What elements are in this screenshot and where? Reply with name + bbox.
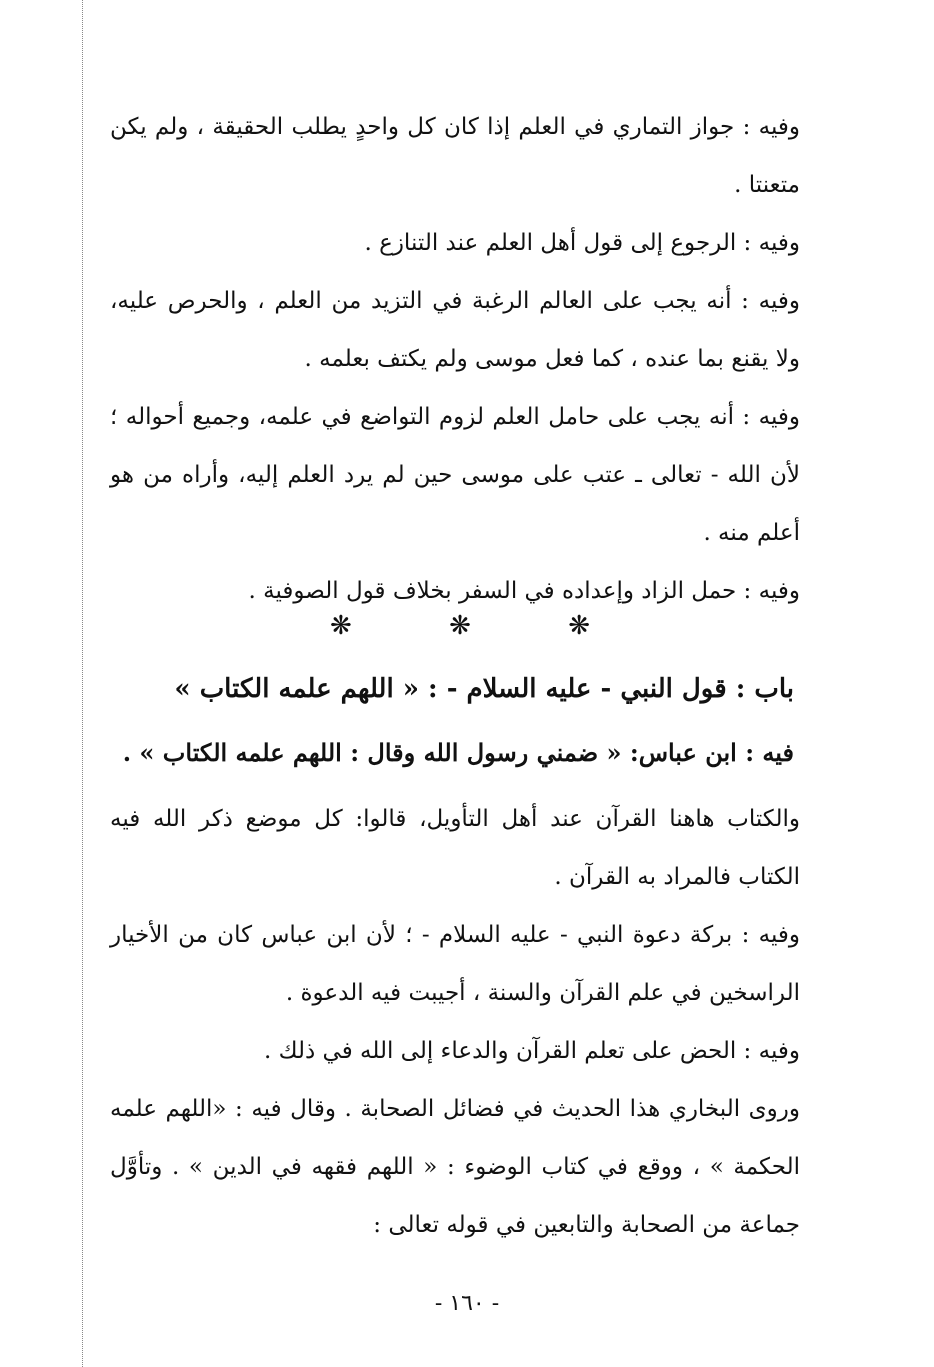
paragraph-3: وفيه : أنه يجب على العالم الرغبة في التزيد من العلم ، والحرص عليه، ولا يقنع بما عنده ، كما فعل موسى ولم يكتف بعلمه . <box>110 288 800 372</box>
paragraph-4: وفيه : أنه يجب على حامل العلم لزوم التواضع في علمه، وجميع أحواله ؛ لأن الله - تعالى ـ عتب على موسى حين لم يرد العلم إليه، وأراه من هو أعلم منه . <box>110 404 800 546</box>
page-edge-line <box>82 0 83 1367</box>
paragraph-2: وفيه : الرجوع إلى قول أهل العلم عند التنازع . <box>364 230 800 256</box>
star-ornament: ❋ <box>449 611 471 641</box>
paragraph-8: وفيه : الحض على تعلم القرآن والدعاء إلى الله في ذلك . <box>263 1038 800 1064</box>
star-ornament: ❋ <box>568 611 590 641</box>
paragraph-1: وفيه : جواز التماري في العلم إذا كان كل واحدٍ يطلب الحقيقة ، ولم يكن متعنتا . <box>110 114 800 198</box>
paragraph-5: وفيه : حمل الزاد وإعداده في السفر بخلاف قول الصوفية . <box>248 578 800 604</box>
chapter-subtitle: فيه : ابن عباس: « ضمني رسول الله وقال : اللهم علمه الكتاب » . <box>122 738 794 767</box>
paragraph-9: وروى البخاري هذا الحديث في فضائل الصحابة . وقال فيه : «اللهم علمه الحكمة » ، ووقع في كتاب الوضوء : « اللهم فقهه في الدين » . وتأوَّل جماعة من الصحابة والتابعين في قوله تعالى : <box>110 1096 800 1238</box>
chapter-title: باب : قول النبي - عليه السلام - : « اللهم علمه الكتاب » <box>174 674 794 704</box>
star-ornament: ❋ <box>330 611 352 641</box>
bottom-text-block <box>110 790 800 1254</box>
paragraph-7: وفيه : بركة دعوة النبي - عليه السلام - ؛ لأن ابن عباس كان من الأخيار الراسخين في علم القرآن والسنة ، أجيبت فيه الدعوة . <box>110 922 800 1006</box>
top-text-block <box>110 98 800 620</box>
page-number: - ١٦٠ - <box>434 1291 500 1316</box>
section-separator <box>330 606 590 646</box>
paragraph-6: والكتاب هاهنا القرآن عند أهل التأويل، قالوا: كل موضع ذكر الله فيه الكتاب فالمراد به القرآن . <box>110 806 800 890</box>
